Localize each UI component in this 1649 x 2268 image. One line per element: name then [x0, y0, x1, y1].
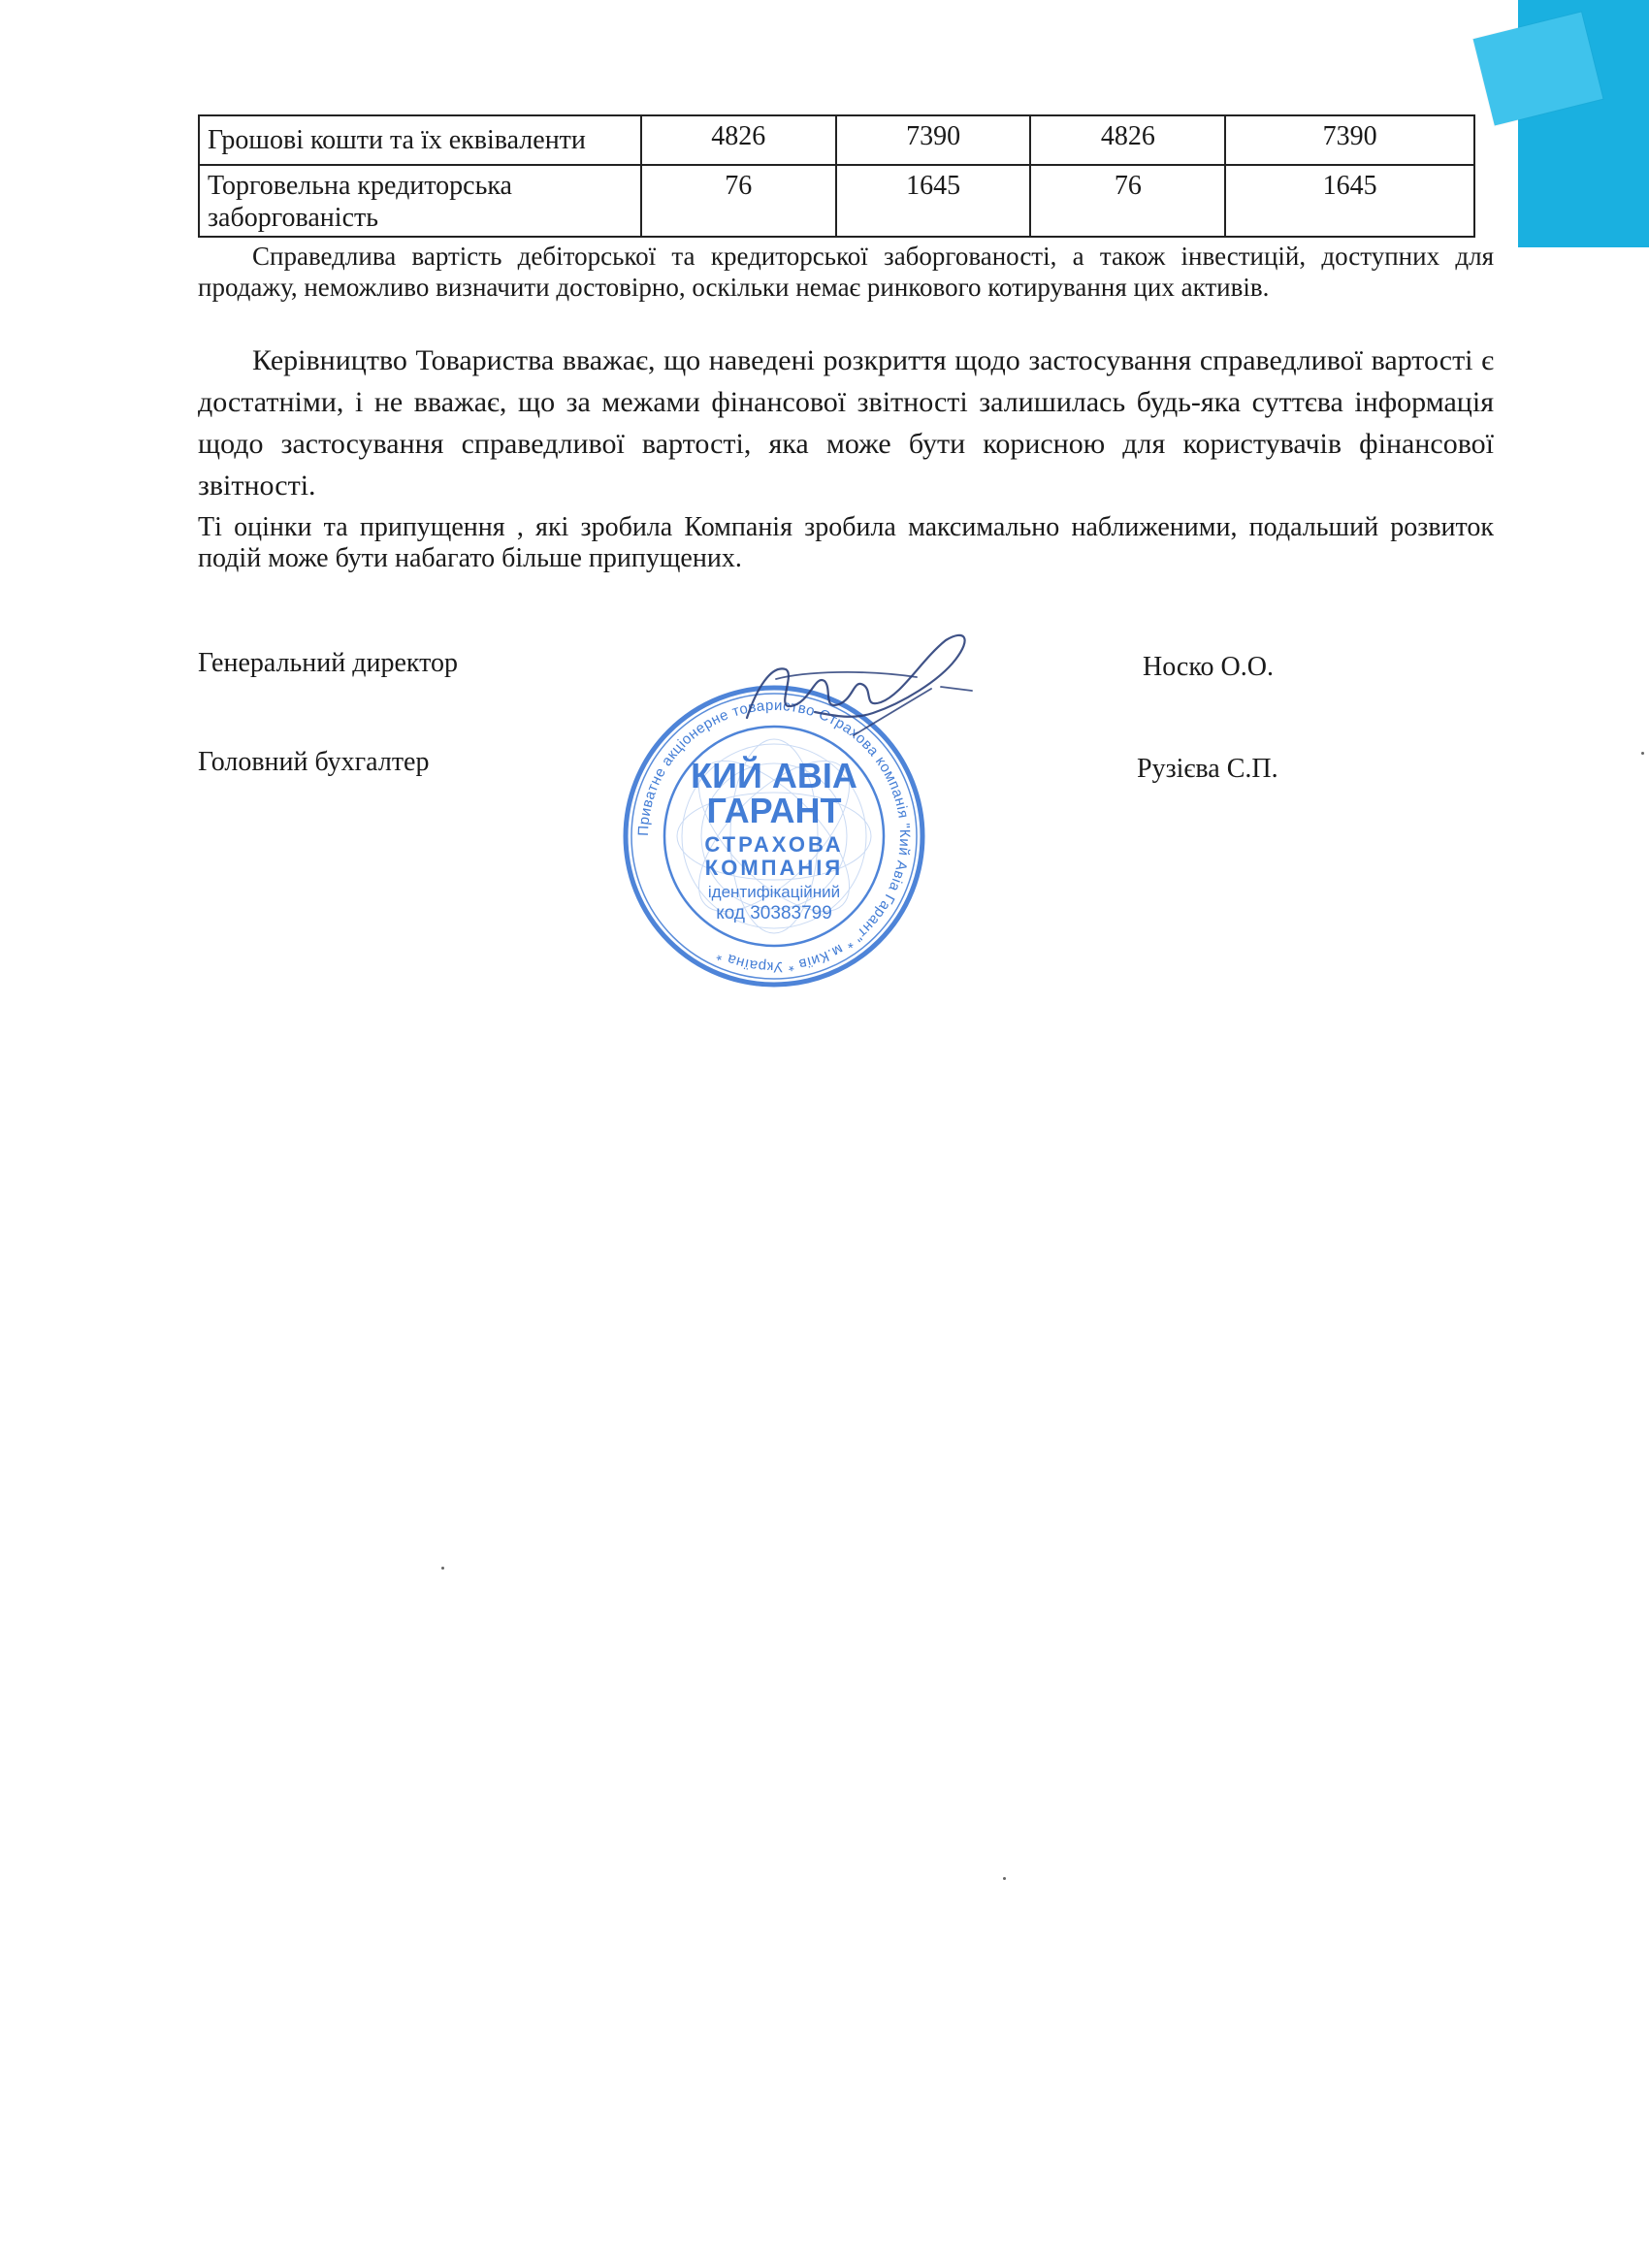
row-label: Торговельна кредиторська заборгованість: [199, 165, 641, 237]
table-row: [199, 165, 1474, 237]
accountant-name: Рузієва С.П.: [1137, 754, 1278, 784]
director-signature: [718, 621, 989, 747]
table-row: [199, 115, 1474, 165]
table-cell: 1645: [1225, 165, 1474, 237]
seal-line-6: код 30383799: [716, 903, 832, 923]
scan-speck: [1003, 1877, 1006, 1880]
management-paragraph: Керівництво Товариства вважає, що наведені розкриття щодо застосування справедливої вартості є достатніми, і не вважає, що за межами фінансової звітності залишилась будь-яка суттєва інформація щодо застосування справедливої вартості, яка може бути корисною для користувачів фінансової звітності.: [198, 344, 1494, 502]
seal-line-4: КОМПАНІЯ: [704, 856, 844, 880]
director-name: Носко О.О.: [1143, 652, 1274, 682]
director-role: Генеральний директор: [198, 648, 459, 678]
table-cell: 1645: [836, 165, 1031, 237]
table-cell: 4826: [641, 115, 836, 165]
row-label: Грошові кошти та їх еквіваленти: [199, 115, 641, 165]
fair-value-table: [198, 114, 1475, 238]
fair-value-paragraph: Справедлива вартість дебіторської та кредиторської заборгованості, а також інвестицій, доступних для продажу, неможливо визначити достовірно, оскільки немає ринкового котирування цих активів.: [198, 242, 1494, 302]
table-cell: 76: [1030, 165, 1225, 237]
seal-line-1: КИЙ АВІА: [691, 756, 857, 795]
scan-speck: [441, 1567, 444, 1570]
accountant-role: Головний бухгалтер: [198, 747, 430, 777]
seal-ring-text: Приватне акціонерне товариство Страхова компанія "Кий Авіа Гарант" * м.Київ * Україна *: [634, 697, 914, 976]
seal-line-3: СТРАХОВА: [704, 832, 844, 857]
seal-line-5: ідентифікаційний: [707, 883, 841, 901]
seal-line-2: ГАРАНТ: [706, 791, 842, 830]
table-cell: 7390: [1225, 115, 1474, 165]
table-cell: 7390: [836, 115, 1031, 165]
scan-speck: [1641, 752, 1644, 755]
estimates-paragraph: Ті оцінки та припущення , які зробила Компанія зробила максимально наближеними, подальший розвиток подій може бути набагато більше припущених.: [198, 512, 1494, 573]
table-cell: 4826: [1030, 115, 1225, 165]
table-cell: 76: [641, 165, 836, 237]
